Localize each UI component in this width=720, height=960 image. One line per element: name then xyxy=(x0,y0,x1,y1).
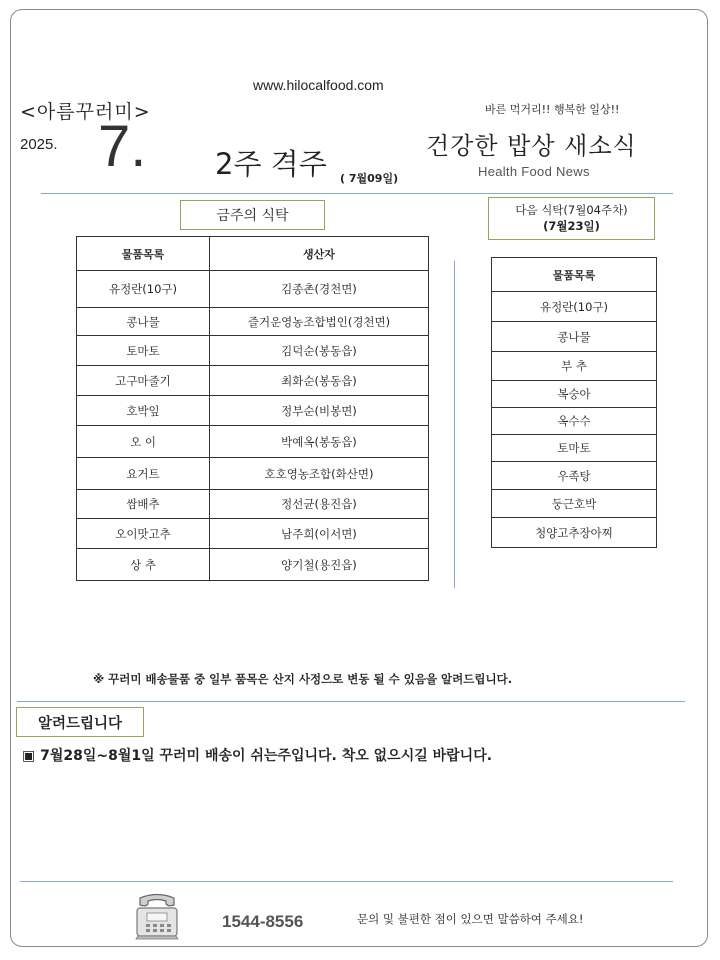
column-header-items: 물품목록 xyxy=(77,237,210,271)
producer-cell: 호호영농조합(화산면) xyxy=(210,458,429,490)
table-row xyxy=(77,490,429,519)
producer-cell: 양기철(용진읍) xyxy=(210,549,429,581)
list-item xyxy=(492,518,657,548)
next-week-label-line2: (7월23일) xyxy=(543,218,600,233)
brand-name: <아름꾸러미> xyxy=(20,101,151,123)
item-cell: 오 이 xyxy=(77,426,210,458)
phone-number[interactable]: 1544-8556 xyxy=(222,912,304,931)
item-cell: 둥근호박 xyxy=(492,490,657,518)
producer-cell: 즐거운영농조합법인(경천면) xyxy=(210,308,429,336)
item-cell: 고구마줄기 xyxy=(77,366,210,396)
website-url[interactable]: www.hilocalfood.com xyxy=(253,77,384,93)
slogan: 바른 먹거리!! 행복한 일상!! xyxy=(485,103,620,116)
item-cell: 청양고추장아찌 xyxy=(492,518,657,548)
list-item xyxy=(492,292,657,322)
header-divider xyxy=(41,193,673,194)
telephone-icon xyxy=(134,890,180,940)
table-row xyxy=(77,336,429,366)
item-cell: 토마토 xyxy=(492,435,657,462)
table-row xyxy=(77,458,429,490)
list-item xyxy=(492,381,657,408)
table-row xyxy=(77,308,429,336)
list-item xyxy=(492,322,657,352)
item-cell: 유정란(10구) xyxy=(77,271,210,308)
item-cell: 토마토 xyxy=(77,336,210,366)
item-cell: 콩나물 xyxy=(492,322,657,352)
item-cell: 상 추 xyxy=(77,549,210,581)
producer-cell: 김덕순(봉동읍) xyxy=(210,336,429,366)
list-item xyxy=(492,435,657,462)
table-row xyxy=(77,271,429,308)
item-cell: 요거트 xyxy=(77,458,210,490)
item-cell: 부 추 xyxy=(492,352,657,381)
producer-cell: 정부순(비봉면) xyxy=(210,396,429,426)
this-week-table xyxy=(76,236,429,581)
footer-divider xyxy=(20,881,673,882)
column-header-producer: 생산자 xyxy=(210,237,429,271)
list-item xyxy=(492,408,657,435)
producer-cell: 정선균(용진읍) xyxy=(210,490,429,519)
announcement-label: 알려드립니다 xyxy=(16,707,144,737)
item-cell: 오이맛고추 xyxy=(77,519,210,549)
notice-divider xyxy=(17,701,685,702)
item-cell: 쌈배추 xyxy=(77,490,210,519)
list-item xyxy=(492,352,657,381)
table-row xyxy=(77,549,429,581)
newsletter-title: 건강한 밥상 새소식 xyxy=(426,132,637,160)
next-week-table xyxy=(491,257,657,548)
list-item xyxy=(492,490,657,518)
issue-week: 2주 격주 xyxy=(215,147,327,181)
producer-cell: 박예옥(봉동읍) xyxy=(210,426,429,458)
table-row xyxy=(77,396,429,426)
producer-cell: 남주희(이서면) xyxy=(210,519,429,549)
substitution-notice: ※ 꾸러미 배송물품 중 일부 품목은 산지 사정으로 변동 될 수 있음을 알려드립니다. xyxy=(93,672,513,686)
inquiry-text: 문의 및 불편한 점이 있으면 말씀하여 주세요! xyxy=(357,912,584,926)
announcement-text: ▣ 7월28일~8월1일 꾸러미 배송이 쉬는주입니다. 착오 없으시길 바랍니다. xyxy=(22,748,493,764)
item-cell: 콩나물 xyxy=(77,308,210,336)
table-row xyxy=(77,366,429,396)
table-row xyxy=(77,519,429,549)
item-cell: 호박잎 xyxy=(77,396,210,426)
item-cell: 유정란(10구) xyxy=(492,292,657,322)
column-divider xyxy=(454,261,455,588)
item-cell: 옥수수 xyxy=(492,408,657,435)
issue-year: 2025. xyxy=(20,136,58,153)
item-cell: 복숭아 xyxy=(492,381,657,408)
next-week-label-line1: 다음 식탁(7월04주차) xyxy=(515,202,628,217)
column-header-items: 물품목록 xyxy=(492,258,657,292)
next-week-label xyxy=(488,197,655,240)
list-item xyxy=(492,462,657,490)
table-row xyxy=(77,426,429,458)
producer-cell: 최화순(봉동읍) xyxy=(210,366,429,396)
producer-cell: 김종촌(경천면) xyxy=(210,271,429,308)
issue-date: ( 7월09일) xyxy=(340,172,399,185)
newsletter-subtitle: Health Food News xyxy=(478,164,590,179)
this-week-label: 금주의 식탁 xyxy=(180,200,325,230)
issue-month: 7. xyxy=(98,114,147,179)
item-cell: 우족탕 xyxy=(492,462,657,490)
